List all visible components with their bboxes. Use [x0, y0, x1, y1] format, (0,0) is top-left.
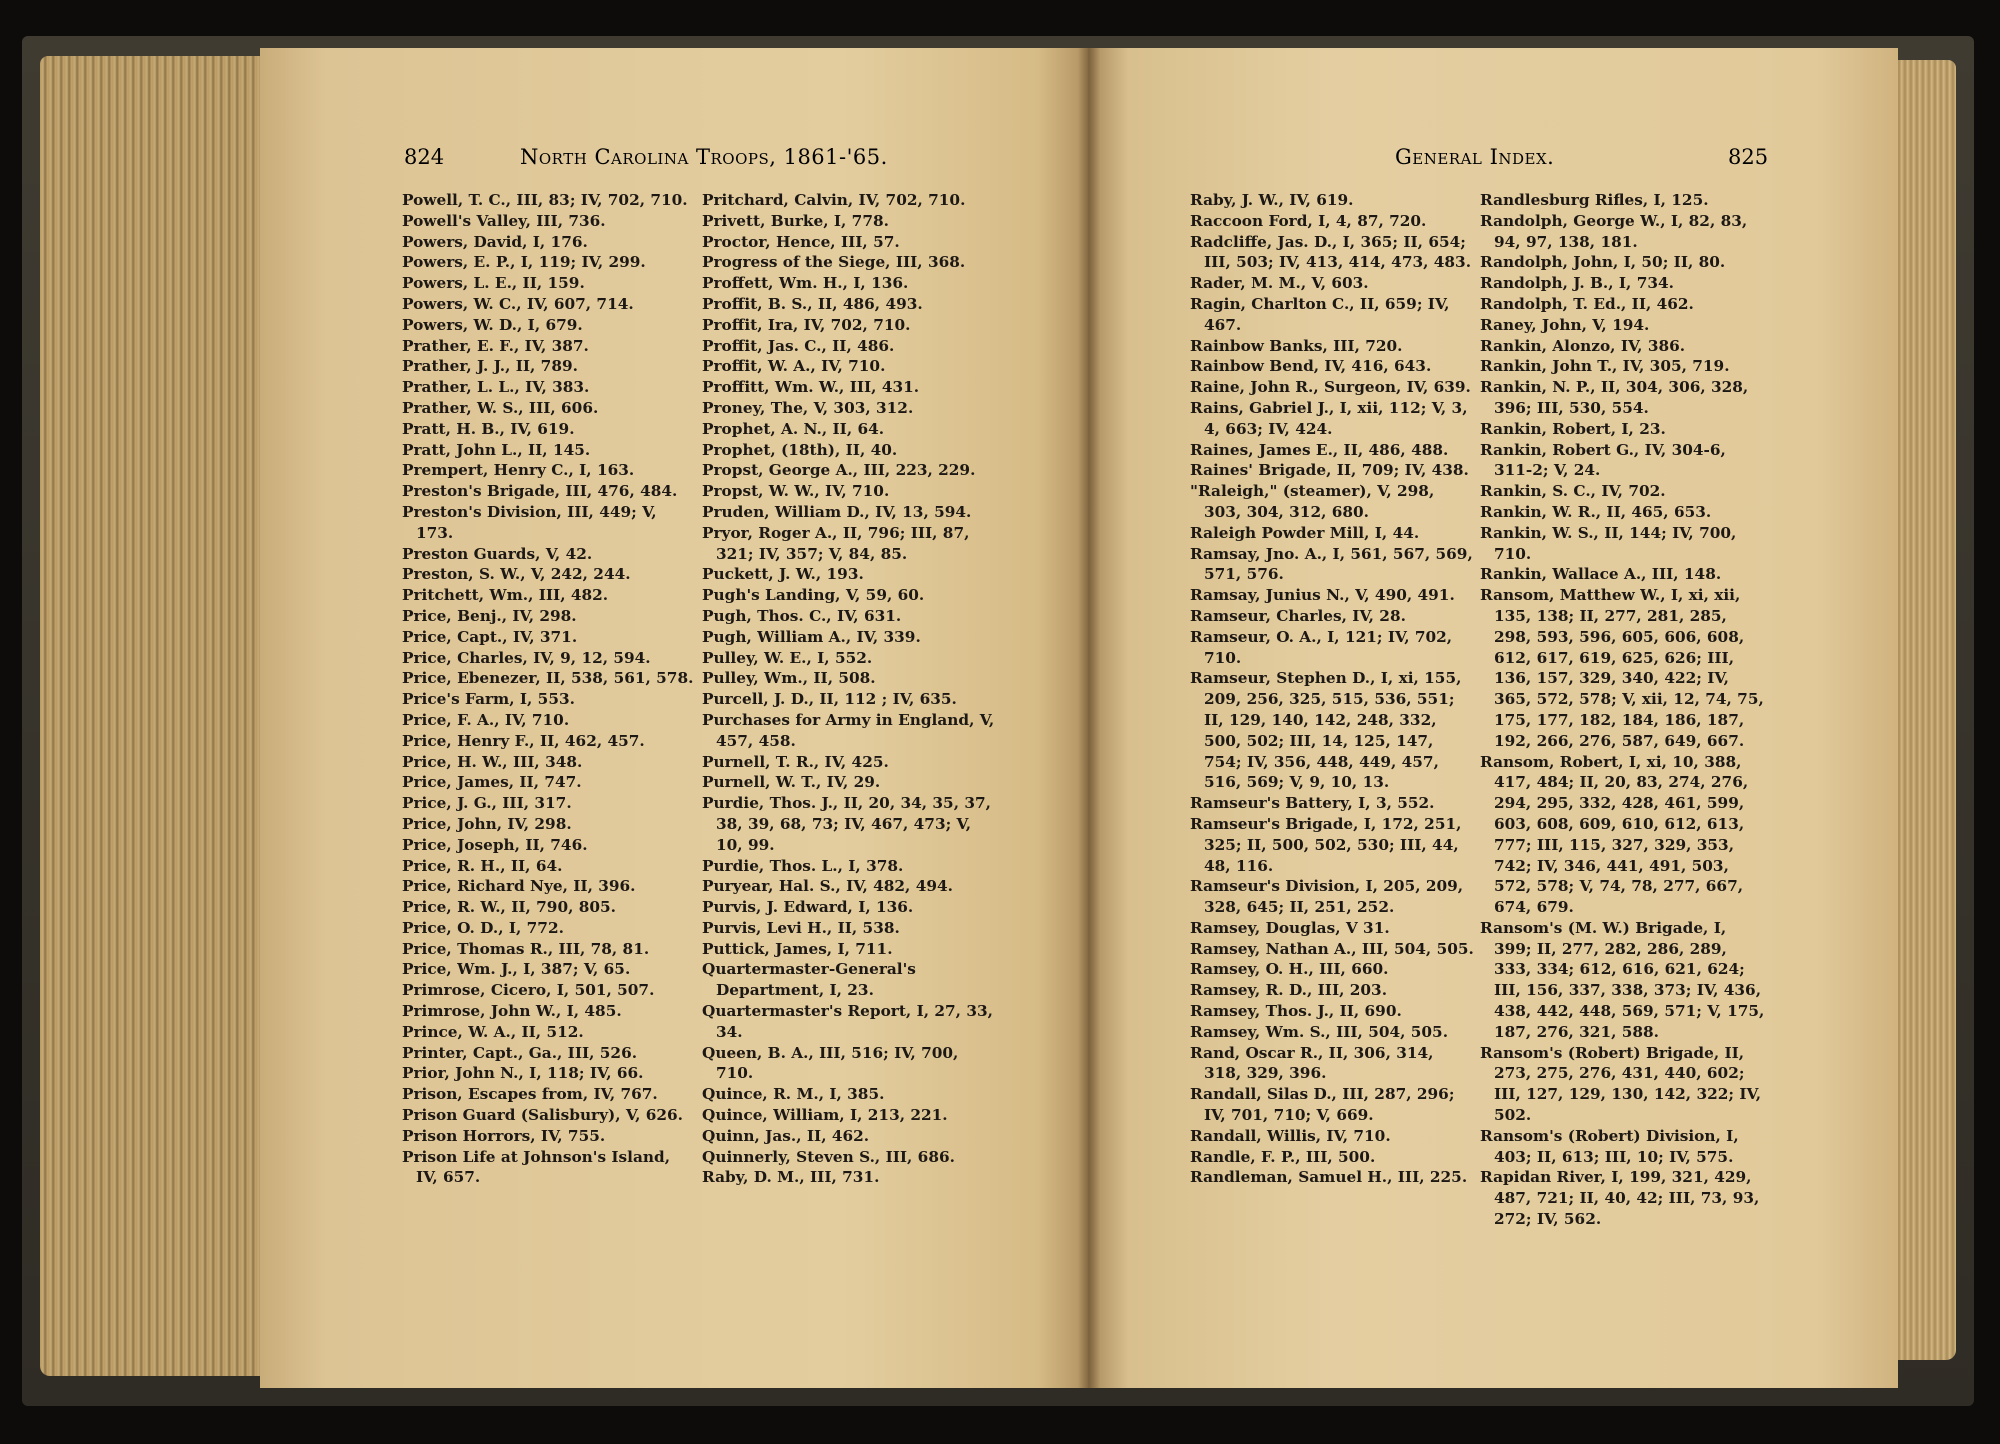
- index-entry: Rankin, Wallace A., III, 148.: [1480, 565, 1722, 584]
- index-entry: Ramsay, Jno. A., I, 561, 567, 569, 571, 576.: [1190, 544, 1473, 584]
- index-entry: Pratt, John L., II, 145.: [402, 440, 591, 459]
- index-entry: Purvis, Levi H., II, 538.: [702, 918, 900, 937]
- index-entry: Propst, George A., III, 223, 229.: [702, 461, 976, 480]
- index-entry: Price, Wm. J., I, 387; V, 65.: [402, 960, 631, 979]
- index-entry: Price, Henry F., II, 462, 457.: [402, 731, 645, 750]
- index-entry: Ramsey, Wm. S., III, 504, 505.: [1190, 1022, 1449, 1041]
- index-entry: Puryear, Hal. S., IV, 482, 494.: [702, 877, 953, 896]
- index-entry: Powers, L. E., II, 159.: [402, 274, 585, 293]
- index-entry: Randolph, J. B., I, 734.: [1480, 274, 1674, 293]
- index-entry: Pugh, Thos. C., IV, 631.: [702, 606, 902, 625]
- index-entry: Preston, S. W., V, 242, 244.: [402, 565, 631, 584]
- index-entry: Purnell, W. T., IV, 29.: [702, 773, 881, 792]
- index-entry: Price, Charles, IV, 9, 12, 594.: [402, 648, 651, 667]
- index-entry: Rankin, W. S., II, 144; IV, 700, 710.: [1480, 523, 1737, 563]
- index-entry: Primrose, John W., I, 485.: [402, 1002, 622, 1021]
- index-entry: Pulley, W. E., I, 552.: [702, 648, 873, 667]
- index-entry: Price, F. A., IV, 710.: [402, 710, 570, 729]
- index-entry: Prather, W. S., III, 606.: [402, 398, 599, 417]
- right-column-2: [1480, 190, 1765, 1230]
- index-entry: Price, Ebenezer, II, 538, 561, 578.: [402, 669, 694, 688]
- index-entry: Price, Richard Nye, II, 396.: [402, 877, 636, 896]
- index-entry: Price, John, IV, 298.: [402, 814, 572, 833]
- index-entry: Progress of the Siege, III, 368.: [702, 253, 966, 272]
- index-entry: Propst, W. W., IV, 710.: [702, 482, 890, 501]
- index-entry: Prather, E. F., IV, 387.: [402, 336, 589, 355]
- index-entry: Purnell, T. R., IV, 425.: [702, 752, 889, 771]
- index-entry: Ramseur, Stephen D., I, xi, 155, 209, 256, 325, 515, 536, 551; II, 129, 140, 142, 248, 332, 500, 502; III, 14, 125, 147, 754; IV, 356, 448, 449, 457, 516, 569; V, 9, 10, 13.: [1190, 669, 1462, 792]
- index-entry: Pruden, William D., IV, 13, 594.: [702, 502, 972, 521]
- index-entry: Proffitt, Wm. W., III, 431.: [702, 378, 920, 397]
- index-entry: Powell, T. C., III, 83; IV, 702, 710.: [402, 191, 688, 209]
- index-entry: Puttick, James, I, 711.: [702, 939, 893, 958]
- index-entry: Proffett, Wm. H., I, 136.: [702, 274, 909, 293]
- index-entry: Price, J. G., III, 317.: [402, 794, 572, 813]
- index-entry: Pritchard, Calvin, IV, 702, 710.: [702, 191, 966, 209]
- index-entry: Ransom's (M. W.) Brigade, I, 399; II, 277, 282, 286, 289, 333, 334; 612, 616, 621, 624; III, 156, 337, 338, 373; IV, 436, 438, 442, 448, 569, 571; V, 175, 187, 276, 321, 588.: [1480, 918, 1765, 1041]
- index-entry: Randolph, George W., I, 82, 83, 94, 97, 138, 181.: [1480, 211, 1748, 251]
- index-entry: Prophet, A. N., II, 64.: [702, 419, 885, 438]
- index-entry: Proffit, W. A., IV, 710.: [702, 357, 886, 376]
- index-entry: Rankin, Robert G., IV, 304-6, 311-2; V, 24.: [1480, 440, 1726, 480]
- index-entry: Ramseur's Division, I, 205, 209, 328, 645; II, 251, 252.: [1190, 877, 1464, 917]
- index-entry: Printer, Capt., Ga., III, 526.: [402, 1043, 638, 1062]
- index-entry: Raby, J. W., IV, 619.: [1190, 191, 1354, 209]
- index-entry: Rainbow Banks, III, 720.: [1190, 336, 1403, 355]
- index-entry: Ramsey, Douglas, V 31.: [1190, 918, 1390, 937]
- index-entry: Proney, The, V, 303, 312.: [702, 398, 914, 417]
- index-entry: Rapidan River, I, 199, 321, 429, 487, 721; II, 40, 42; III, 73, 93, 272; IV, 562.: [1480, 1168, 1760, 1229]
- index-entry: Prempert, Henry C., I, 163.: [402, 461, 635, 480]
- index-entry: Price, O. D., I, 772.: [402, 918, 564, 937]
- index-entry: Price, H. W., III, 348.: [402, 752, 583, 771]
- index-entry: Quartermaster's Report, I, 27, 33, 34.: [702, 1002, 993, 1041]
- index-entry: Raines' Brigade, II, 709; IV, 438.: [1190, 461, 1469, 480]
- index-entry: Prison, Escapes from, IV, 767.: [402, 1085, 658, 1104]
- index-entry: Pugh's Landing, V, 59, 60.: [702, 586, 925, 605]
- right-page-number: 825: [1728, 145, 1769, 169]
- right-running-head: General Index.: [1395, 145, 1555, 169]
- index-entry: Ragin, Charlton C., II, 659; IV, 467.: [1190, 294, 1450, 334]
- index-entry: Ramseur, O. A., I, 121; IV, 702, 710.: [1190, 627, 1453, 667]
- index-entry: "Raleigh," (steamer), V, 298, 303, 304, 312, 680.: [1190, 482, 1435, 521]
- index-entry: Powers, W. D., I, 679.: [402, 315, 583, 334]
- left-column-1: [402, 190, 697, 1188]
- index-entry: Raine, John R., Surgeon, IV, 639.: [1190, 378, 1471, 397]
- index-entry: Price, R. W., II, 790, 805.: [402, 898, 617, 917]
- index-entry: Prison Life at Johnson's Island, IV, 657.: [402, 1147, 671, 1187]
- index-entry: Proffit, Jas. C., II, 486.: [702, 336, 895, 355]
- index-entry: Raleigh Powder Mill, I, 44.: [1190, 523, 1420, 542]
- index-entry: Prior, John N., I, 118; IV, 66.: [402, 1064, 644, 1083]
- index-entry: Queen, B. A., III, 516; IV, 700, 710.: [702, 1043, 959, 1083]
- index-entry: Rainbow Bend, IV, 416, 643.: [1190, 357, 1432, 376]
- index-entry: Prince, W. A., II, 512.: [402, 1022, 584, 1041]
- index-entry: Ransom, Matthew W., I, xi, xii, 135, 138; II, 277, 281, 285, 298, 593, 596, 605, 606, 608, 612, 617, 619, 625, 626; III, 136, 157, 329, 340, 422; IV, 365, 572, 578; V, xii, 12, 74, 75, 175, 177, 182, 184, 186, 187, 192, 266, 276, 587, 649, 667.: [1480, 586, 1764, 750]
- index-entry: Purdie, Thos. L., I, 378.: [702, 856, 904, 875]
- index-entry: Rankin, W. R., II, 465, 653.: [1480, 502, 1712, 521]
- index-entry: Raines, James E., II, 486, 488.: [1190, 440, 1449, 459]
- index-entry: Price's Farm, I, 553.: [402, 690, 575, 709]
- index-entry: Prison Guard (Salisbury), V, 626.: [402, 1106, 683, 1125]
- book-gutter: [1078, 48, 1100, 1388]
- index-entry: Raney, John, V, 194.: [1480, 315, 1650, 334]
- index-entry: Privett, Burke, I, 778.: [702, 211, 889, 230]
- index-entry: Ramsey, Thos. J., II, 690.: [1190, 1002, 1402, 1021]
- index-entry: Purchases for Army in England, V, 457, 458.: [702, 710, 995, 750]
- index-entry: Price, Joseph, II, 746.: [402, 835, 588, 854]
- index-entry: Randall, Silas D., III, 287, 296; IV, 701, 710; V, 669.: [1190, 1085, 1455, 1125]
- index-entry: Price, R. H., II, 64.: [402, 856, 563, 875]
- index-entry: Quince, William, I, 213, 221.: [702, 1106, 948, 1125]
- right-column-1: [1190, 190, 1475, 1188]
- index-entry: Rankin, N. P., II, 304, 306, 328, 396; III, 530, 554.: [1480, 378, 1749, 417]
- index-entry: Rand, Oscar R., II, 306, 314, 318, 329, 396.: [1190, 1043, 1434, 1083]
- index-entry: Price, Capt., IV, 371.: [402, 627, 578, 646]
- index-entry: Ransom's (Robert) Brigade, II, 273, 275, 276, 431, 440, 602; III, 127, 129, 130, 142, 322; IV, 502.: [1480, 1043, 1762, 1125]
- index-entry: Ramsey, R. D., III, 203.: [1190, 981, 1388, 1000]
- index-entry: Rader, M. M., V, 603.: [1190, 274, 1369, 293]
- index-entry: Ransom, Robert, I, xi, 10, 388, 417, 484; II, 20, 83, 274, 276, 294, 295, 332, 428, 461, 599, 603, 608, 609, 610, 612, 613, 777; III, 115, 327, 329, 353, 742; IV, 346, 441, 491, 503, 572, 578; V, 74, 78, 277, 667, 674, 679.: [1480, 752, 1749, 917]
- index-entry: Prather, L. L., IV, 383.: [402, 378, 590, 397]
- index-entry: Powers, W. C., IV, 607, 714.: [402, 294, 634, 313]
- index-entry: Proffit, Ira, IV, 702, 710.: [702, 315, 911, 334]
- index-entry: Puckett, J. W., 193.: [702, 565, 864, 584]
- index-entry: Pritchett, Wm., III, 482.: [402, 586, 609, 605]
- index-entry: Pugh, William A., IV, 339.: [702, 627, 921, 646]
- index-entry: Purvis, J. Edward, I, 136.: [702, 898, 914, 917]
- index-entry: Primrose, Cicero, I, 501, 507.: [402, 981, 655, 1000]
- index-entry: Randlesburg Rifles, I, 125.: [1480, 191, 1709, 209]
- index-entry: Rains, Gabriel J., I, xii, 112; V, 3, 4, 663; IV, 424.: [1190, 398, 1468, 438]
- index-entry: Price, James, II, 747.: [402, 773, 582, 792]
- page-edges-left: [40, 56, 290, 1376]
- index-entry: Quinnerly, Steven S., III, 686.: [702, 1147, 955, 1166]
- index-entry: Ramseur, Charles, IV, 28.: [1190, 606, 1406, 625]
- index-entry: Pryor, Roger A., II, 796; III, 87, 321; IV, 357; V, 84, 85.: [702, 523, 970, 563]
- left-page-number: 824: [404, 145, 445, 169]
- index-entry: Randall, Willis, IV, 710.: [1190, 1126, 1391, 1145]
- index-entry: Ramsey, Nathan A., III, 504, 505.: [1190, 939, 1474, 958]
- index-entry: Randleman, Samuel H., III, 225.: [1190, 1168, 1468, 1187]
- index-entry: Ransom's (Robert) Division, I, 403; II, 613; III, 10; IV, 575.: [1480, 1126, 1739, 1166]
- index-entry: Ramsay, Junius N., V, 490, 491.: [1190, 586, 1455, 605]
- index-entry: Quartermaster-General's Department, I, 23.: [702, 960, 916, 1000]
- index-entry: Price, Benj., IV, 298.: [402, 606, 577, 625]
- index-entry: Price, Thomas R., III, 78, 81.: [402, 939, 650, 958]
- index-entry: Preston Guards, V, 42.: [402, 544, 593, 563]
- index-entry: Rankin, S. C., IV, 702.: [1480, 482, 1666, 501]
- index-entry: Prophet, (18th), II, 40.: [702, 440, 898, 459]
- index-entry: Preston's Division, III, 449; V, 173.: [402, 502, 657, 542]
- index-entry: Randolph, T. Ed., II, 462.: [1480, 294, 1694, 313]
- index-entry: Pratt, H. B., IV, 619.: [402, 419, 575, 438]
- index-entry: Preston's Brigade, III, 476, 484.: [402, 482, 678, 501]
- index-entry: Proctor, Hence, III, 57.: [702, 232, 900, 251]
- left-column-2: [702, 190, 1000, 1188]
- index-entry: Quince, R. M., I, 385.: [702, 1085, 885, 1104]
- index-entry: Quinn, Jas., II, 462.: [702, 1126, 870, 1145]
- index-entry: Purcell, J. D., II, 112 ; IV, 635.: [702, 690, 957, 709]
- index-entry: Raccoon Ford, I, 4, 87, 720.: [1190, 211, 1427, 230]
- index-entry: Ramseur's Battery, I, 3, 552.: [1190, 794, 1435, 813]
- index-entry: Randle, F. P., III, 500.: [1190, 1147, 1376, 1166]
- index-entry: Rankin, Alonzo, IV, 386.: [1480, 336, 1686, 355]
- index-entry: Ramseur's Brigade, I, 172, 251, 325; II, 500, 502, 530; III, 44, 48, 116.: [1190, 814, 1462, 875]
- index-entry: Prison Horrors, IV, 755.: [402, 1126, 606, 1145]
- index-entry: Proffit, B. S., II, 486, 493.: [702, 294, 923, 313]
- index-entry: Prather, J. J., II, 789.: [402, 357, 578, 376]
- index-entry: Powers, E. P., I, 119; IV, 299.: [402, 253, 646, 272]
- left-running-head: North Carolina Troops, 1861-'65.: [520, 145, 888, 169]
- index-entry: Randolph, John, I, 50; II, 80.: [1480, 253, 1726, 272]
- index-entry: Purdie, Thos. J., II, 20, 34, 35, 37, 38, 39, 68, 73; IV, 467, 473; V, 10, 99.: [702, 794, 991, 854]
- index-entry: Rankin, Robert, I, 23.: [1480, 419, 1666, 438]
- index-entry: Pulley, Wm., II, 508.: [702, 669, 876, 688]
- index-entry: Powell's Valley, III, 736.: [402, 211, 606, 230]
- index-entry: Radcliffe, Jas. D., I, 365; II, 654; III, 503; IV, 413, 414, 473, 483.: [1190, 232, 1472, 272]
- index-entry: Powers, David, I, 176.: [402, 232, 588, 251]
- index-entry: Raby, D. M., III, 731.: [702, 1168, 880, 1187]
- index-entry: Rankin, John T., IV, 305, 719.: [1480, 357, 1730, 376]
- index-entry: Ramsey, O. H., III, 660.: [1190, 960, 1389, 979]
